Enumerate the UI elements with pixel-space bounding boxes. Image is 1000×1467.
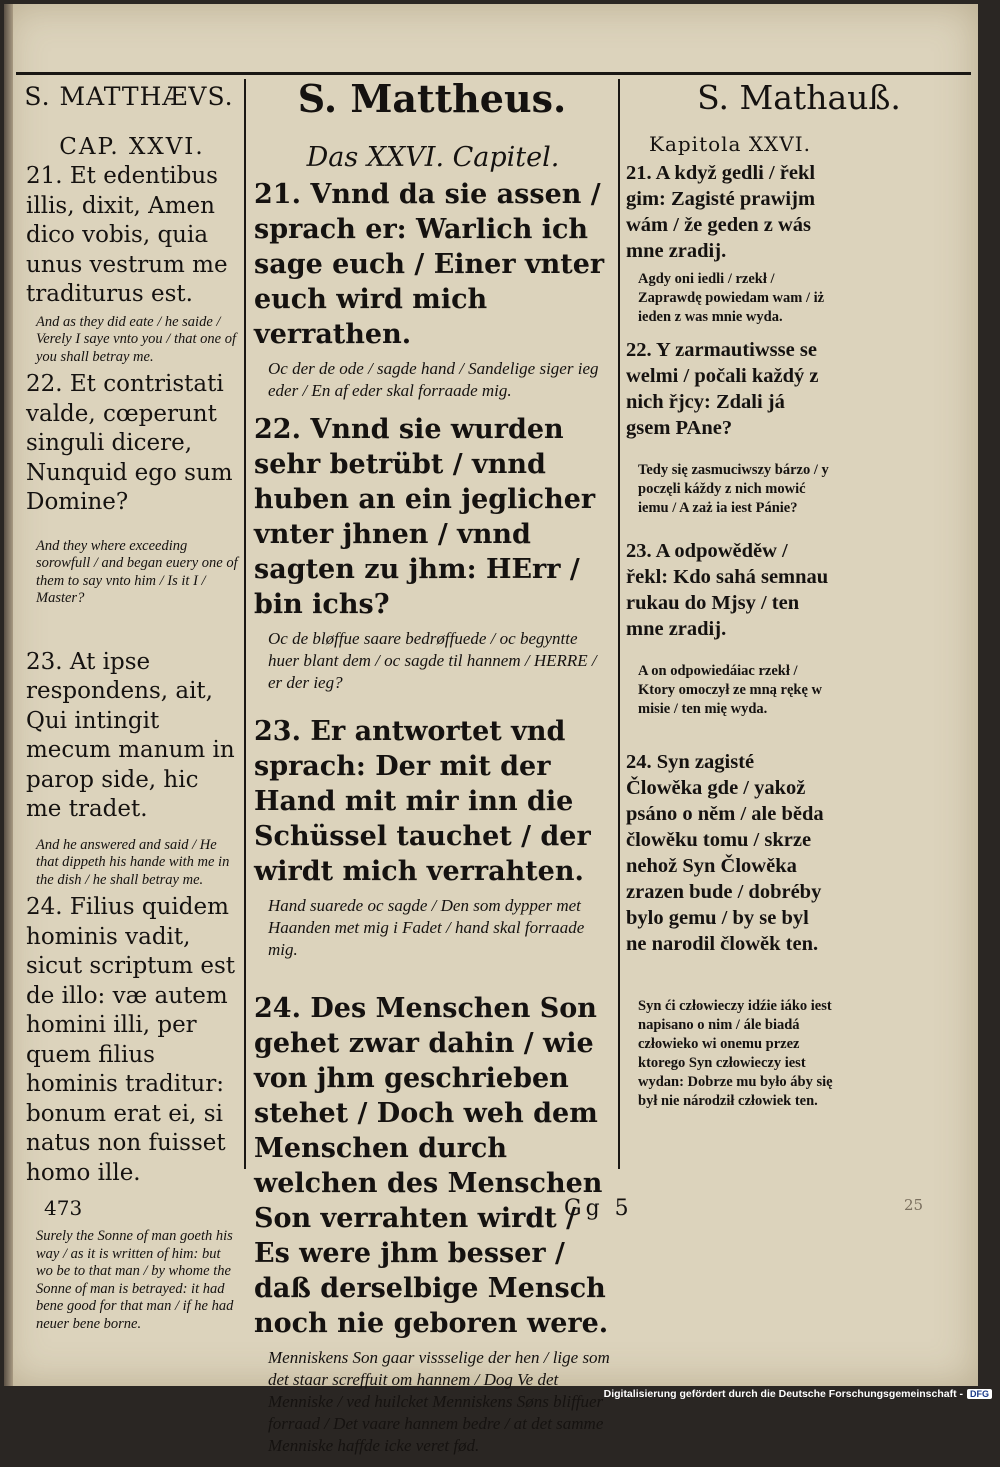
english-verse-21: And as they did eate / he saide / Verely I saye vnto you / that one of you shall betray me.	[36, 313, 236, 365]
folio-number: 25	[904, 1196, 924, 1214]
danish-verse-22: Oc de bløffue saare bedrøffuede / oc begyntte huer blant dem / oc sagde til hannem / HERRE / er der ieg?	[268, 629, 597, 692]
czech-verse-22: 22. Y zarmautiwsse se welmi / počali každý z nich řjcy: Zdali já gsem PAne?	[626, 339, 819, 439]
polish-verse-24: Syn ći człowieczy idźie iáko iest napisano o nim / ále biadá człowieko wi onemu przez ktorego Syn człowieczy iest wydan: Dobrze mu było áby się był nie národził człowiek ten.	[638, 998, 833, 1109]
danish-verse-24: Menniskens Son gaar vissselige der hen / lige som det staar screffuit om hannem / Dog Ve det Menniske / ved huilcket Menniskens Søns bliffuer forraad / Det vaare hannem bedre / at det samme Menniske haffde icke veret fød.	[268, 1348, 610, 1455]
chapter-czech: Kapitola XXVI.	[649, 132, 811, 156]
page-binding-edge	[4, 4, 13, 1386]
latin-verse-22: 22. Et contristati valde, cœperunt singuli dicere, Nunquid ego sum Domine?	[26, 371, 233, 515]
digitization-credit	[600, 1388, 992, 1404]
polish-verse-23: A on odpowiedáiac rzekł / Ktory omoczył ze mną rękę w misie / ten mię wyda.	[638, 663, 823, 717]
polish-verse-22: Tedy się zasmuciwszy bárzo / y poczęli káždy z nich mowić iemu / A zaż ia iest Pánie?	[638, 462, 829, 516]
german-verse-21: 21. Vnnd da sie assen / sprach er: Warlich ich sage euch / Einer vnter euch wird mich verrathen.	[254, 179, 605, 350]
header-czech: S. Mathauß.	[697, 78, 901, 117]
czech-verse-23: 23. A odpowěděw / řekl: Kdo sahá semnau rukau do Mjsy / ten mne zradij.	[626, 540, 829, 640]
column-divider-left	[244, 79, 246, 1169]
column-czech	[626, 132, 834, 1121]
column-german	[254, 142, 612, 1467]
polish-verse-21: Agdy oni iedli / rzekł / Zaprawdę powiedam wam / iż ieden z was mnie wyda.	[638, 271, 825, 325]
column-divider-right	[618, 79, 620, 1169]
latin-verse-21: 21. Et edentibus illis, dixit, Amen dico vobis, quia unus vestrum me traditurus est.	[26, 163, 228, 307]
danish-verse-21: Oc der de ode / sagde hand / Sandelige siger ieg eder / En af eder skal forraade mig.	[268, 359, 599, 400]
english-verse-22: And they where exceeding sorowfull / and began euery one of them to say vnto him / Is it I / Master?	[36, 537, 238, 606]
german-verse-24: 24. Des Menschen Son gehet zwar dahin / wie von jhm geschrieben stehet / Doch weh dem Menschen durch welchen des Menschen Son verrahten wirdt / Es were jhm besser / daß derselbige Mensch noch nie geboren were.	[254, 993, 609, 1339]
german-verse-22: 22. Vnnd sie wurden sehr betrübt / vnnd huben an ein jeglicher vnter jhnen / vnnd sagten zu jhm: HErr / bin ichs?	[254, 414, 596, 620]
chapter-latin: CAP. XXVI.	[59, 134, 205, 160]
header-rule	[16, 72, 971, 75]
english-verse-23: And he answered and said / He that dippeth his hande with me in the dish / he shall betray me.	[36, 836, 230, 888]
english-verse-24: Surely the Sonne of man goeth his way / as it is written of him: but wo be to that man / by whome the Sonne of man is betrayed: it had bene good for that man / if he had neuer bene borne.	[36, 1228, 234, 1332]
header-german: S. Mattheus.	[297, 76, 567, 121]
czech-verse-24: 24. Syn zagisté Člowěka gde / yakož psáno o něm / ale běda člowěku tomu / skrze nehož Syn Člowěka zrazen bude / dobréby bylo gemu / by se byl ne narodil člowěk ten.	[626, 751, 824, 955]
credit-text: Digitalisierung gefördert durch die Deutsche Forschungsgemeinschaft -	[603, 1388, 963, 1400]
latin-verse-23: 23. At ipse respondens, ait, Qui intingit mecum manum in parop side, hic me tradet.	[26, 648, 235, 822]
page-number: 473	[44, 1196, 83, 1220]
printer-signature: Gg 5	[564, 1196, 633, 1221]
chapter-german: Das XXVI. Capitel.	[306, 142, 560, 173]
column-latin	[26, 134, 238, 1337]
latin-verse-24: 24. Filius quidem hominis vadit, sicut scriptum est de illo: væ autem homini illi, per quem filius hominis traditur: bonum erat ei, si natus non fuisset homo ille.	[26, 894, 235, 1186]
dfg-logo: DFG	[967, 1389, 992, 1399]
header-latin: S. MATTHÆVS.	[24, 82, 234, 111]
danish-verse-23: Hand suarede oc sagde / Den som dypper met Haanden met mig i Fadet / hand skal forraade mig.	[268, 896, 585, 959]
czech-verse-21: 21. A když gedli / řekl gim: Zagisté prawijm wám / že geden z wás mne zradij.	[626, 162, 816, 262]
german-verse-23: 23. Er antwortet vnd sprach: Der mit der Hand mit mir inn die Schüssel tauchet / der wirdt mich verrahten.	[254, 716, 591, 887]
